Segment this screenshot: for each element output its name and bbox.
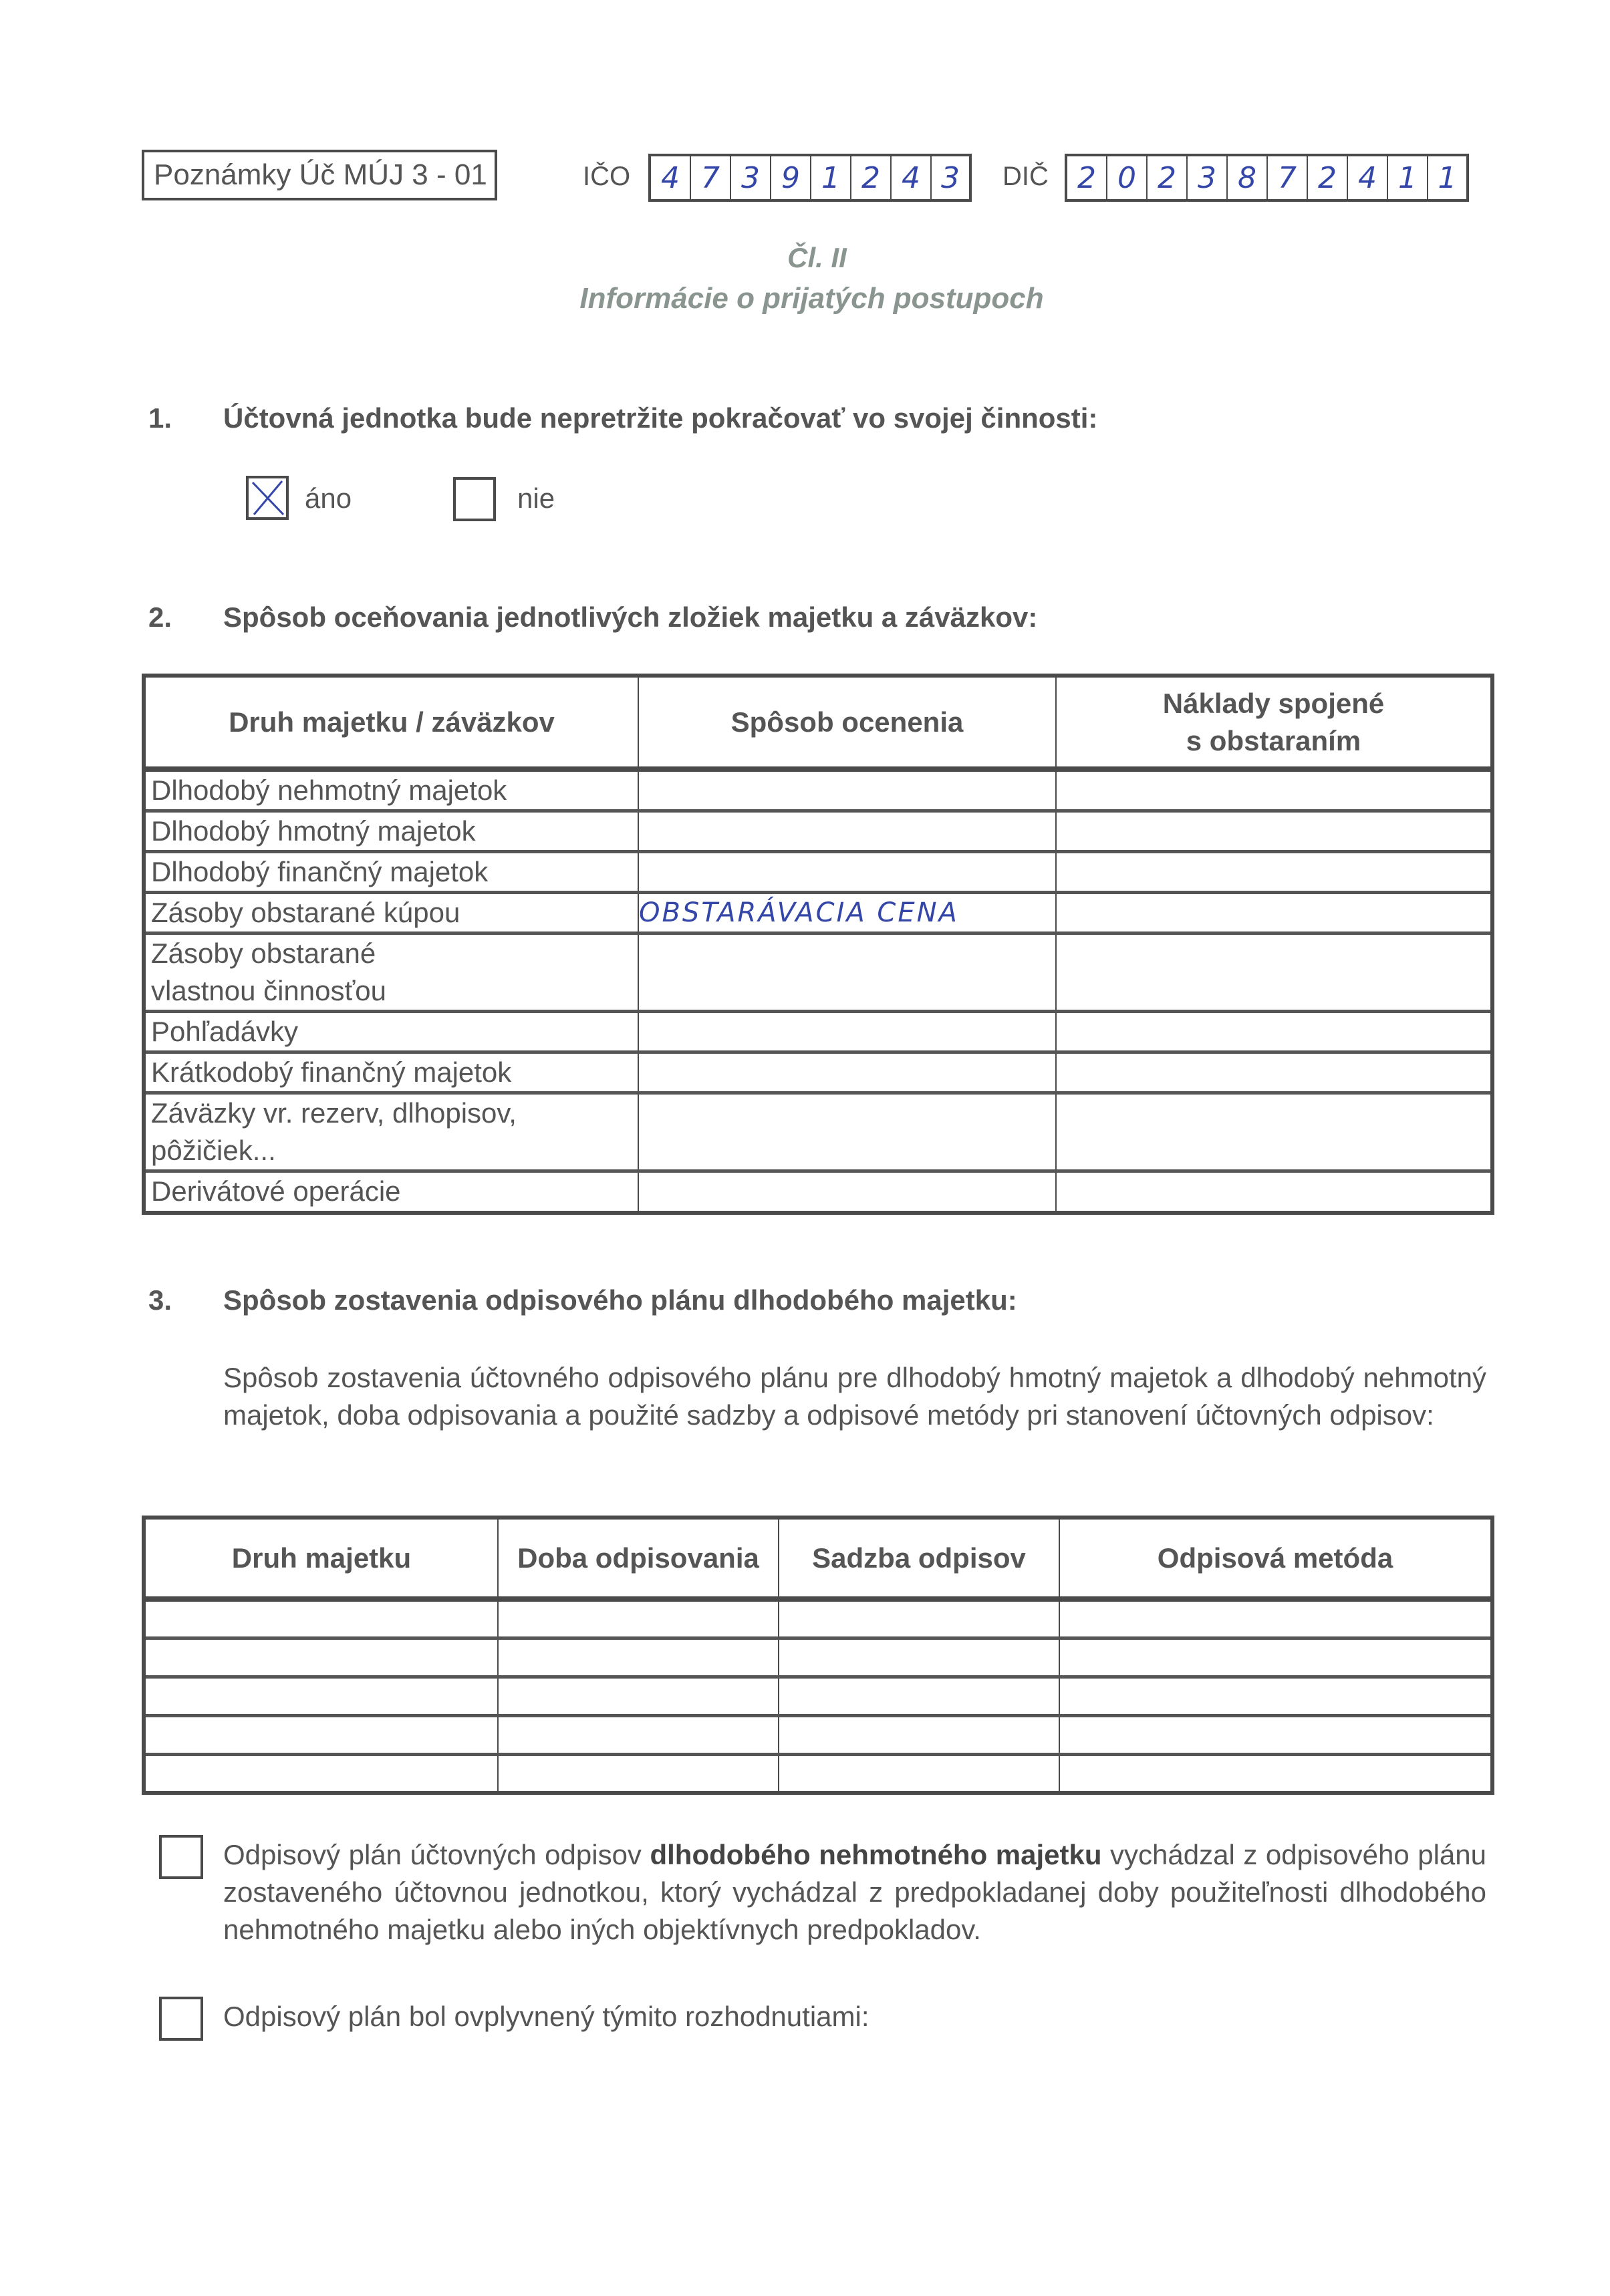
depreciation-period-cell[interactable] — [498, 1677, 779, 1715]
col-header-acquisition-costs — [1056, 676, 1492, 769]
table-row — [144, 1012, 1492, 1052]
checkbox-nie[interactable] — [453, 477, 496, 521]
depreciation-method-cell[interactable] — [1059, 1754, 1492, 1793]
dic-field[interactable] — [1065, 154, 1469, 202]
depreciation-method-cell[interactable] — [1059, 1638, 1492, 1677]
depreciation-rate-cell[interactable] — [779, 1599, 1059, 1638]
ico-digit[interactable]: 9 — [771, 156, 811, 199]
valuation-method-cell[interactable] — [638, 811, 1056, 852]
ico-label: IČO — [583, 162, 631, 191]
table-row — [144, 1052, 1492, 1093]
asset-type-cell[interactable] — [144, 1754, 498, 1793]
section3-number: 3. — [148, 1284, 172, 1316]
ico-field[interactable] — [648, 154, 972, 202]
depreciation-period-cell[interactable] — [498, 1754, 779, 1793]
ico-digit[interactable]: 3 — [941, 160, 960, 195]
table-row — [144, 852, 1492, 893]
dic-digit[interactable]: 7 — [1268, 156, 1308, 199]
depreciation-rate-cell[interactable] — [779, 1754, 1059, 1793]
checkbox-nie-label: nie — [517, 482, 555, 514]
dic-digit[interactable]: 1 — [1388, 156, 1428, 199]
form-id-box — [142, 150, 497, 200]
table-row — [144, 811, 1492, 852]
valuation-method-cell[interactable] — [638, 769, 1056, 811]
acquisition-costs-cell[interactable] — [1056, 893, 1492, 934]
section2-title: Spôsob oceňovania jednotlivých zložiek majetku a záväzkov: — [223, 601, 1038, 633]
depreciation-method-cell[interactable] — [1059, 1677, 1492, 1715]
row-label: Dlhodobý nehmotný majetok — [144, 769, 638, 811]
ico-digit[interactable]: 4 — [892, 156, 932, 199]
ico-digit[interactable]: 7 — [691, 156, 731, 199]
depreciation-period-cell[interactable] — [498, 1638, 779, 1677]
depreciation-method-cell[interactable] — [1059, 1599, 1492, 1638]
checkbox-intangible-plan-text-before: Odpisový plán účtovných odpisov — [223, 1839, 650, 1870]
section2-number: 2. — [148, 601, 172, 633]
table-row — [144, 1715, 1492, 1754]
checkbox-plan-decisions-text: Odpisový plán bol ovplyvnený týmito rozhodnutiami: — [223, 2001, 869, 2032]
asset-type-cell[interactable] — [144, 1599, 498, 1638]
table-row — [144, 893, 1492, 934]
row-label: Derivátové operácie — [144, 1171, 638, 1213]
acquisition-costs-cell[interactable] — [1056, 1012, 1492, 1052]
asset-type-cell[interactable] — [144, 1715, 498, 1754]
depreciation-table — [142, 1516, 1494, 1795]
valuation-method-cell[interactable]: OBSTARÁVACIA CENA — [638, 893, 1056, 934]
depreciation-period-cell[interactable] — [498, 1599, 779, 1638]
article-title: Informácie o prijatých postupoch — [579, 282, 1044, 315]
section1-title: Účtovná jednotka bude nepretržite pokračovať vo svojej činnosti: — [223, 402, 1098, 434]
article-number: Čl. II — [787, 242, 847, 273]
valuation-method-cell[interactable] — [638, 1093, 1056, 1171]
valuation-method-cell[interactable] — [638, 1012, 1056, 1052]
acquisition-costs-cell[interactable] — [1056, 934, 1492, 1012]
dic-digit[interactable]: 8 — [1228, 156, 1268, 199]
acquisition-costs-cell[interactable] — [1056, 1093, 1492, 1171]
dic-digit[interactable]: 4 — [1348, 156, 1388, 199]
depreciation-rate-cell[interactable] — [779, 1638, 1059, 1677]
table-row — [144, 769, 1492, 811]
dic-digit[interactable]: 1 — [1438, 160, 1457, 195]
col-header-asset-type: Druh majetku — [144, 1518, 498, 1599]
row-label: Zásoby obstarané vlastnou činnosťou — [144, 934, 638, 1012]
ico-digit[interactable]: 3 — [731, 156, 771, 199]
row-label: Krátkodobý finančný majetok — [144, 1052, 638, 1093]
table-row — [144, 1754, 1492, 1793]
col-header-depreciation-method: Odpisová metóda — [1059, 1518, 1492, 1599]
valuation-table — [142, 674, 1494, 1215]
depreciation-rate-cell[interactable] — [779, 1677, 1059, 1715]
ico-digit[interactable]: 2 — [851, 156, 892, 199]
depreciation-method-cell[interactable] — [1059, 1715, 1492, 1754]
row-label: Pohľadávky — [144, 1012, 638, 1052]
checkbox-intangible-plan-text — [223, 1836, 1486, 1949]
acquisition-costs-cell[interactable] — [1056, 811, 1492, 852]
dic-digit[interactable]: 0 — [1107, 156, 1148, 199]
acquisition-costs-cell[interactable] — [1056, 769, 1492, 811]
row-label: Záväzky vr. rezerv, dlhopisov, pôžičiek... — [144, 1093, 638, 1171]
table-row — [144, 1638, 1492, 1677]
col-header-asset-type: Druh majetku / záväzkov — [144, 676, 638, 769]
checkbox-plan-decisions[interactable] — [159, 1997, 203, 2041]
depreciation-rate-cell[interactable] — [779, 1715, 1059, 1754]
col-header-acquisition-costs-line2: s obstaraním — [1186, 724, 1361, 756]
ico-digit[interactable]: 1 — [811, 156, 851, 199]
form-id: Poznámky Úč MÚJ 3 - 01 — [154, 158, 487, 191]
row-label: Dlhodobý finančný majetok — [144, 852, 638, 893]
table-row — [144, 1677, 1492, 1715]
depreciation-period-cell[interactable] — [498, 1715, 779, 1754]
dic-digit[interactable]: 3 — [1188, 156, 1228, 199]
dic-label: DIČ — [1002, 162, 1049, 191]
checkbox-ano[interactable] — [246, 476, 289, 520]
section3-title: Spôsob zostavenia odpisového plánu dlhodobého majetku: — [223, 1284, 1017, 1316]
table-row — [144, 1599, 1492, 1638]
checkbox-intangible-plan-text-after: vychádzal z odpisového plánu zostaveného účtovnou jednotkou, ktorý vychádzal z predpokladanej doby použiteľnosti dlhodobého nehmotného majetku alebo iných objektívnych predpokladov. — [223, 1839, 1486, 1945]
checkbox-intangible-plan[interactable] — [159, 1835, 203, 1879]
col-header-depreciation-rate: Sadzba odpisov — [779, 1518, 1059, 1599]
valuation-method-cell[interactable] — [638, 1171, 1056, 1213]
acquisition-costs-cell[interactable] — [1056, 1171, 1492, 1213]
acquisition-costs-cell[interactable] — [1056, 852, 1492, 893]
dic-digit[interactable]: 2 — [1308, 156, 1348, 199]
section3-intro: Spôsob zostavenia účtovného odpisového plánu pre dlhodobý hmotný majetok a dlhodobý nehmotný majetok, doba odpisovania a použité sadzby a odpisové metódy pri stanovení účtovných odpisov: — [223, 1362, 1486, 1431]
table-row — [144, 934, 1492, 1012]
dic-digit[interactable]: 2 — [1148, 156, 1188, 199]
valuation-method-cell[interactable] — [638, 852, 1056, 893]
col-header-depreciation-period: Doba odpisovania — [498, 1518, 779, 1599]
ico-digit[interactable]: 4 — [651, 156, 691, 199]
section1-number: 1. — [148, 402, 172, 434]
col-header-valuation-method: Spôsob ocenenia — [638, 676, 1056, 769]
x-mark-icon — [249, 478, 286, 517]
checkbox-intangible-plan-text-bold: dlhodobého nehmotného majetku — [650, 1839, 1102, 1870]
row-label: Zásoby obstarané kúpou — [144, 893, 638, 934]
dic-digit[interactable]: 2 — [1067, 156, 1107, 199]
valuation-method-cell[interactable] — [638, 934, 1056, 1012]
valuation-method-cell[interactable] — [638, 1052, 1056, 1093]
table-row — [144, 1093, 1492, 1171]
asset-type-cell[interactable] — [144, 1638, 498, 1677]
checkbox-ano-label: áno — [305, 482, 352, 514]
row-label: Dlhodobý hmotný majetok — [144, 811, 638, 852]
table-row — [144, 1171, 1492, 1213]
asset-type-cell[interactable] — [144, 1677, 498, 1715]
col-header-acquisition-costs-line1: Náklady spojené — [1162, 687, 1385, 719]
acquisition-costs-cell[interactable] — [1056, 1052, 1492, 1093]
